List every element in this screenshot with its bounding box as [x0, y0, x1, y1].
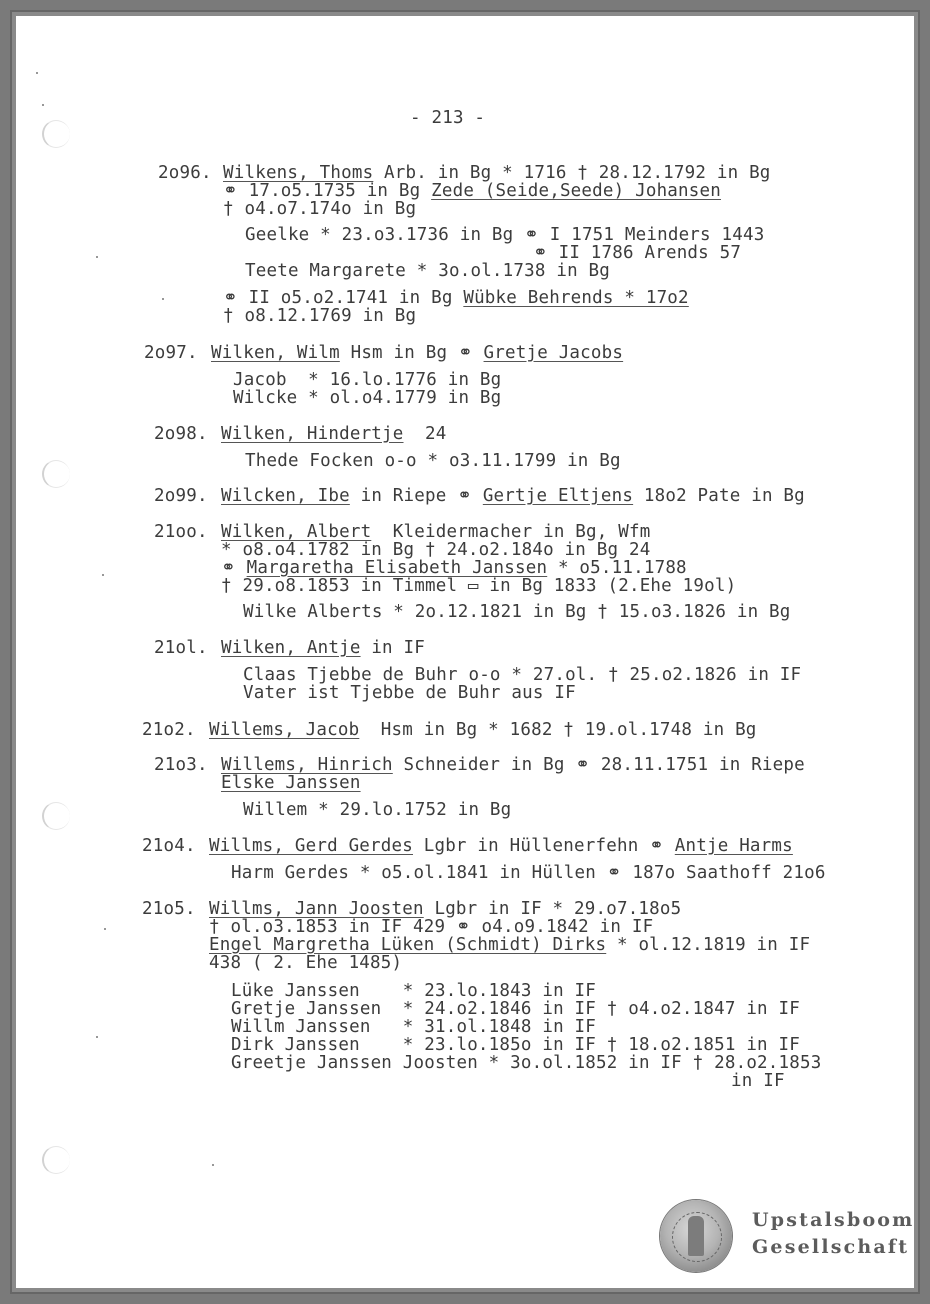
person-name: Willms, Jann Joosten [209, 899, 424, 919]
punch-hole-mark [42, 120, 70, 148]
seal-logo [660, 1200, 732, 1272]
scan-speck [42, 104, 44, 106]
entry-line: Willems, Hinrich Schneider in Bg ⚭ 28.11.1751 in Riepe [221, 755, 805, 775]
child-line: Vater ist Tjebbe de Buhr aus IF [243, 683, 576, 703]
entry-number: 21o2. [142, 720, 196, 740]
page-number: - 213 - [410, 108, 486, 128]
spouse-name: Elske Janssen [221, 773, 361, 793]
child-line: Jacob * 16.lo.1776 in Bg [233, 370, 502, 390]
person-name: Willems, Hinrich [221, 755, 393, 775]
entry-line: Engel Margretha Lüken (Schmidt) Dirks * ol.12.1819 in IF [209, 935, 811, 955]
entry-line: Willems, Jacob Hsm in Bg * 1682 † 19.ol.1748 in Bg [209, 720, 757, 740]
entry-number: 2o96. [158, 163, 212, 183]
seal-figure [688, 1216, 704, 1256]
person-name: Wilken, Wilm [211, 343, 340, 363]
child-line: ⚭ II 1786 Arends 57 [533, 243, 742, 263]
entry-line: ⚭ Margaretha Elisabeth Janssen * o5.11.1788 [221, 558, 687, 578]
child-line: Willm Janssen * 31.ol.1848 in IF [231, 1017, 597, 1037]
spouse-name: Wübke Behrends * 17o2 [463, 288, 689, 308]
child-line: Greetje Janssen Joosten * 3o.ol.1852 in IF † 28.o2.1853 [231, 1053, 822, 1073]
child-line: Teete Margarete * 3o.ol.1738 in Bg [245, 261, 611, 281]
entry-line: Wilken, Albert Kleidermacher in Bg, Wfm [221, 522, 651, 542]
document-page [16, 16, 914, 1288]
entry-number: 21o4. [142, 836, 196, 856]
spouse-name: Antje Harms [674, 836, 793, 856]
entry-line: Willms, Gerd Gerdes Lgbr in Hüllenerfehn ⚭ Antje Harms [209, 836, 793, 856]
entry-line: Willms, Jann Joosten Lgbr in IF * 29.o7.18o5 [209, 899, 682, 919]
child-line: Gretje Janssen * 24.o2.1846 in IF † o4.o2.1847 in IF [231, 999, 801, 1019]
child-line: Dirk Janssen * 23.lo.185o in IF † 18.o2.1851 in IF [231, 1035, 801, 1055]
child-line: in IF [731, 1071, 785, 1091]
person-name: Wilken, Hindertje [221, 424, 404, 444]
spouse-name: Margaretha Elisabeth Janssen [246, 558, 548, 578]
entry-number: 21oo. [154, 522, 208, 542]
child-line: Willem * 29.lo.1752 in Bg [243, 800, 512, 820]
scan-speck [96, 1036, 98, 1038]
spouse-name: Engel Margretha Lüken (Schmidt) Dirks [209, 935, 607, 955]
punch-hole-mark [42, 1146, 70, 1174]
entry-number: 21ol. [154, 638, 208, 658]
scan-speck [104, 928, 106, 930]
entry-line: † o4.o7.174o in Bg [223, 199, 417, 219]
entry-number: 21o5. [142, 899, 196, 919]
entry-line: † o8.12.1769 in Bg [223, 306, 417, 326]
brand-line-2: Gesellschaft [752, 1236, 910, 1258]
entry-line: Wilkens, Thoms Arb. in Bg * 1716 † 28.12.1792 in Bg [223, 163, 771, 183]
spouse-name: Gretje Jacobs [483, 343, 624, 363]
entry-line: Wilcken, Ibe in Riepe ⚭ Gertje Eltjens 18o2 Pate in Bg [221, 486, 805, 506]
brand-line-1: Upstalsboom [752, 1209, 914, 1231]
entry-line: ⚭ II o5.o2.1741 in Bg Wübke Behrends * 17o2 [223, 288, 689, 308]
entry-line: Wilken, Wilm Hsm in Bg ⚭ Gretje Jacobs [211, 343, 624, 363]
person-name: Wilcken, Ibe [221, 486, 350, 506]
entry-line: 438 ( 2. Ehe 1485) [209, 953, 403, 973]
person-name: Willms, Gerd Gerdes [209, 836, 413, 856]
scan-speck [36, 72, 38, 74]
scan-speck [212, 1164, 214, 1166]
entry-line: ⚭ 17.o5.1735 in Bg Zede (Seide,Seede) Johansen [223, 181, 721, 201]
person-name: Wilken, Antje [221, 638, 361, 658]
entry-line: Wilken, Antje in IF [221, 638, 425, 658]
scan-speck [96, 256, 98, 258]
entry-line: Wilken, Hindertje 24 [221, 424, 447, 444]
person-name: Wilkens, Thoms [223, 163, 374, 183]
entry-line [221, 774, 361, 792]
child-line: Geelke * 23.o3.1736 in Bg ⚭ I 1751 Meinders 1443 [245, 225, 765, 245]
entry-number: 2o97. [144, 343, 198, 363]
entry-line: * o8.o4.1782 in Bg † 24.o2.184o in Bg 24 [221, 540, 651, 560]
child-line: Claas Tjebbe de Buhr o-o * 27.ol. † 25.o2.1826 in IF [243, 665, 802, 685]
entry-number: 21o3. [154, 755, 208, 775]
entry-number: 2o99. [154, 486, 208, 506]
child-line: Thede Focken o-o * o3.11.1799 in Bg [245, 451, 621, 471]
person-name: Wilken, Albert [221, 522, 372, 542]
spouse-name: Zede (Seide,Seede) Johansen [431, 181, 721, 201]
entry-line: † ol.o3.1853 in IF 429 ⚭ o4.o9.1842 in IF [209, 917, 654, 937]
spouse-name: Gertje Eltjens [482, 486, 634, 506]
child-line: Wilke Alberts * 2o.12.1821 in Bg † 15.o3.1826 in Bg [243, 602, 791, 622]
entry-number: 2o98. [154, 424, 208, 444]
child-line: Wilcke * ol.o4.1779 in Bg [233, 388, 502, 408]
scan-speck [162, 298, 164, 300]
person-name: Willems, Jacob [209, 720, 360, 740]
punch-hole-mark [42, 460, 70, 488]
scan-speck [102, 574, 104, 576]
punch-hole-mark [42, 802, 70, 830]
child-line: Lüke Janssen * 23.lo.1843 in IF [231, 981, 597, 1001]
child-line: Harm Gerdes * o5.ol.1841 in Hüllen ⚭ 187o Saathoff 21o6 [231, 863, 826, 883]
entry-line: † 29.o8.1853 in Timmel ▭ in Bg 1833 (2.Ehe 19ol) [221, 576, 737, 596]
